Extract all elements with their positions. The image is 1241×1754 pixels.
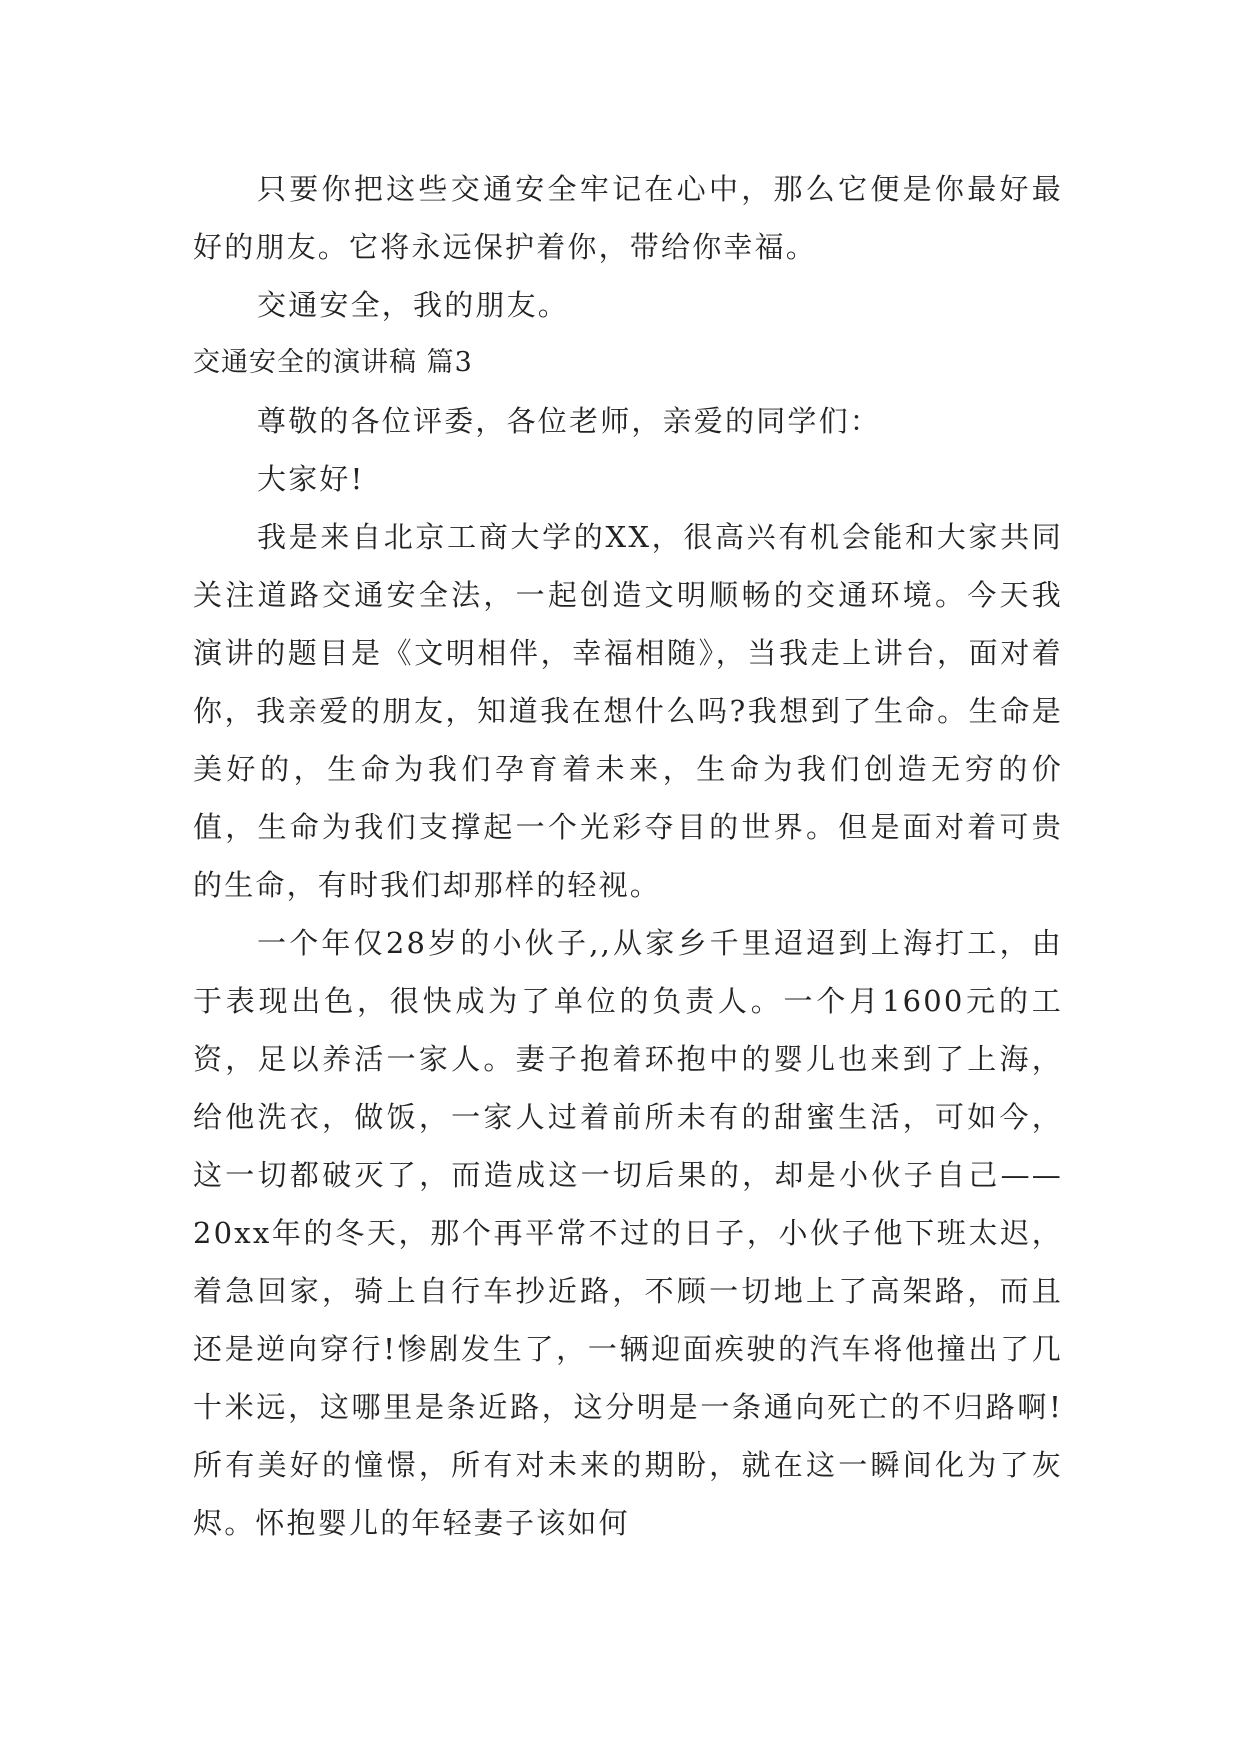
paragraph: 交通安全，我的朋友。 [257,288,570,322]
paragraph: 大家好! [257,462,365,496]
paragraph: 一个年仅28岁的小伙子,,从家乡千里迢迢到上海打工，由于表现出色，很快成为了单位的负责人。一个月1600元的工资，足以养活一家人。妻子抱着环抱中的婴儿也来到了上海，给他洗衣，做饭，一家人过着前所未有的甜蜜生活，可如今，这一切都破灭了，而造成这一切后果的，却是小伙子自己——20xx年的冬天，那个再平常不过的日子，小伙子他下班太迟，着急回家，骑上自行车抄近路，不顾一切地上了高架路，而且还是逆向穿行!惨剧发生了，一辆迎面疾驶的汽车将他撞出了几十米远，这哪里是条近路，这分明是一条通向死亡的不归路啊!所有美好的憧憬，所有对未来的期盼，就在这一瞬间化为了灰烬。怀抱婴儿的年轻妻子该如何 [193,926,1063,1540]
paragraph: 尊敬的各位评委，各位老师，亲爱的同学们： [257,404,882,438]
section-title: 交通安全的演讲稿 篇3 [193,347,473,378]
paragraph: 只要你把这些交通安全牢记在心中，那么它便是你最好最好的朋友。它将永远保护着你，带给你幸福。 [193,172,1063,264]
paragraph: 我是来自北京工商大学的XX，很高兴有机会能和大家共同关注道路交通安全法，一起创造文明顺畅的交通环境。今天我演讲的题目是《文明相伴，幸福相随》，当我走上讲台，面对着你，我亲爱的朋友，知道我在想什么吗?我想到了生命。生命是美好的，生命为我们孕育着未来，生命为我们创造无穷的价值，生命为我们支撑起一个光彩夺目的世界。但是面对着可贵的生命，有时我们却那样的轻视。 [193,520,1063,902]
document-body [193,160,1063,1552]
